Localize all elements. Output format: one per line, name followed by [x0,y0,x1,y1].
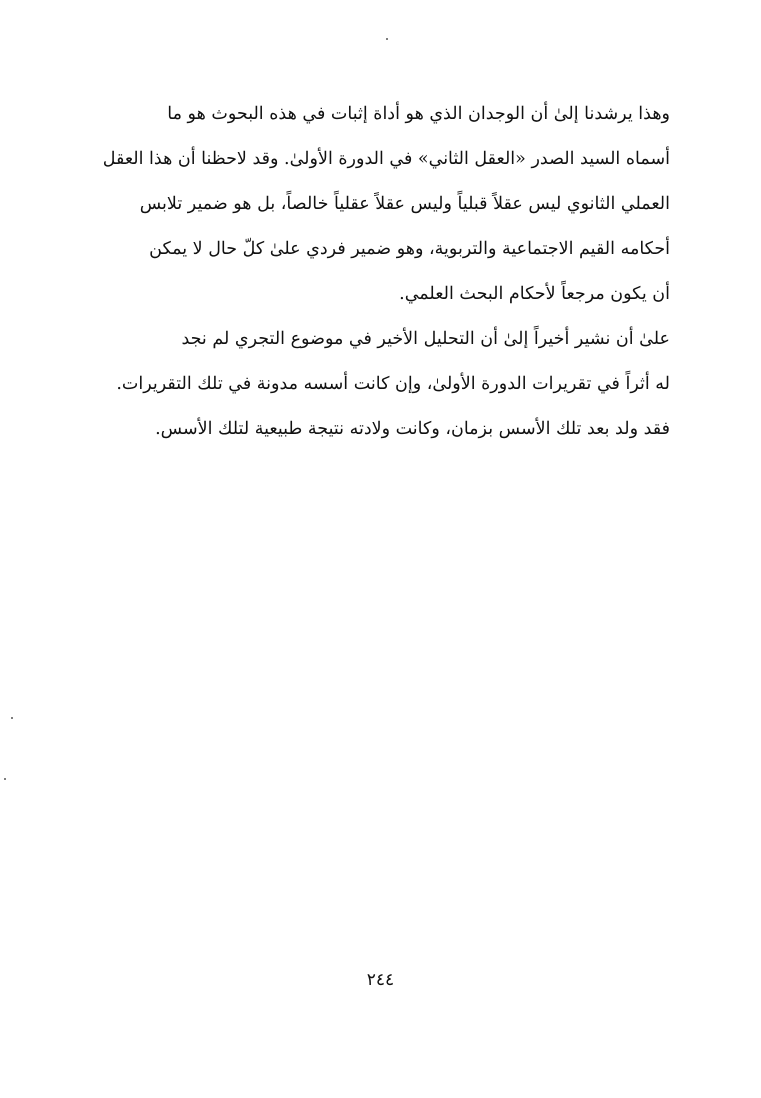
text-line: أسماه السيد الصدر «العقل الثاني» في الدورة الأولىٰ. وقد لاحظنا أن هذا العقل [102,149,670,169]
text-line: وهذا يرشدنا إلىٰ أن الوجدان الذي هو أداة إثبات في هذه البحوث هو ما [167,104,670,124]
scan-speck [386,38,388,40]
paragraph-1 [102,92,670,317]
page-number: ٢٤٤ [366,970,395,990]
text-line: فقد ولد بعد تلك الأسس بزمان، وكانت ولادته نتيجة طبيعية لتلك الأسس. [155,419,670,439]
text-line: أحكامه القيم الاجتماعية والتربوية، وهو ضمير فردي علىٰ كلّ حال لا يمكن [149,239,670,259]
text-line: العملي الثانوي ليس عقلاً قبلياً وليس عقلاً عقلياً خالصاً، بل هو ضمير تلابس [139,194,670,214]
text-line: له أثراً في تقريرات الدورة الأولىٰ، وإن كانت أسسه مدونة في تلك التقريرات. [116,374,670,394]
body-text [102,92,670,452]
scan-speck [11,717,13,719]
text-line: علىٰ أن نشير أخيراً إلىٰ أن التحليل الأخير في موضوع التجري لم نجد [181,329,670,349]
paragraph-2 [118,317,670,452]
scan-speck [4,778,6,780]
text-line: أن يكون مرجعاً لأحكام البحث العلمي. [399,284,670,304]
